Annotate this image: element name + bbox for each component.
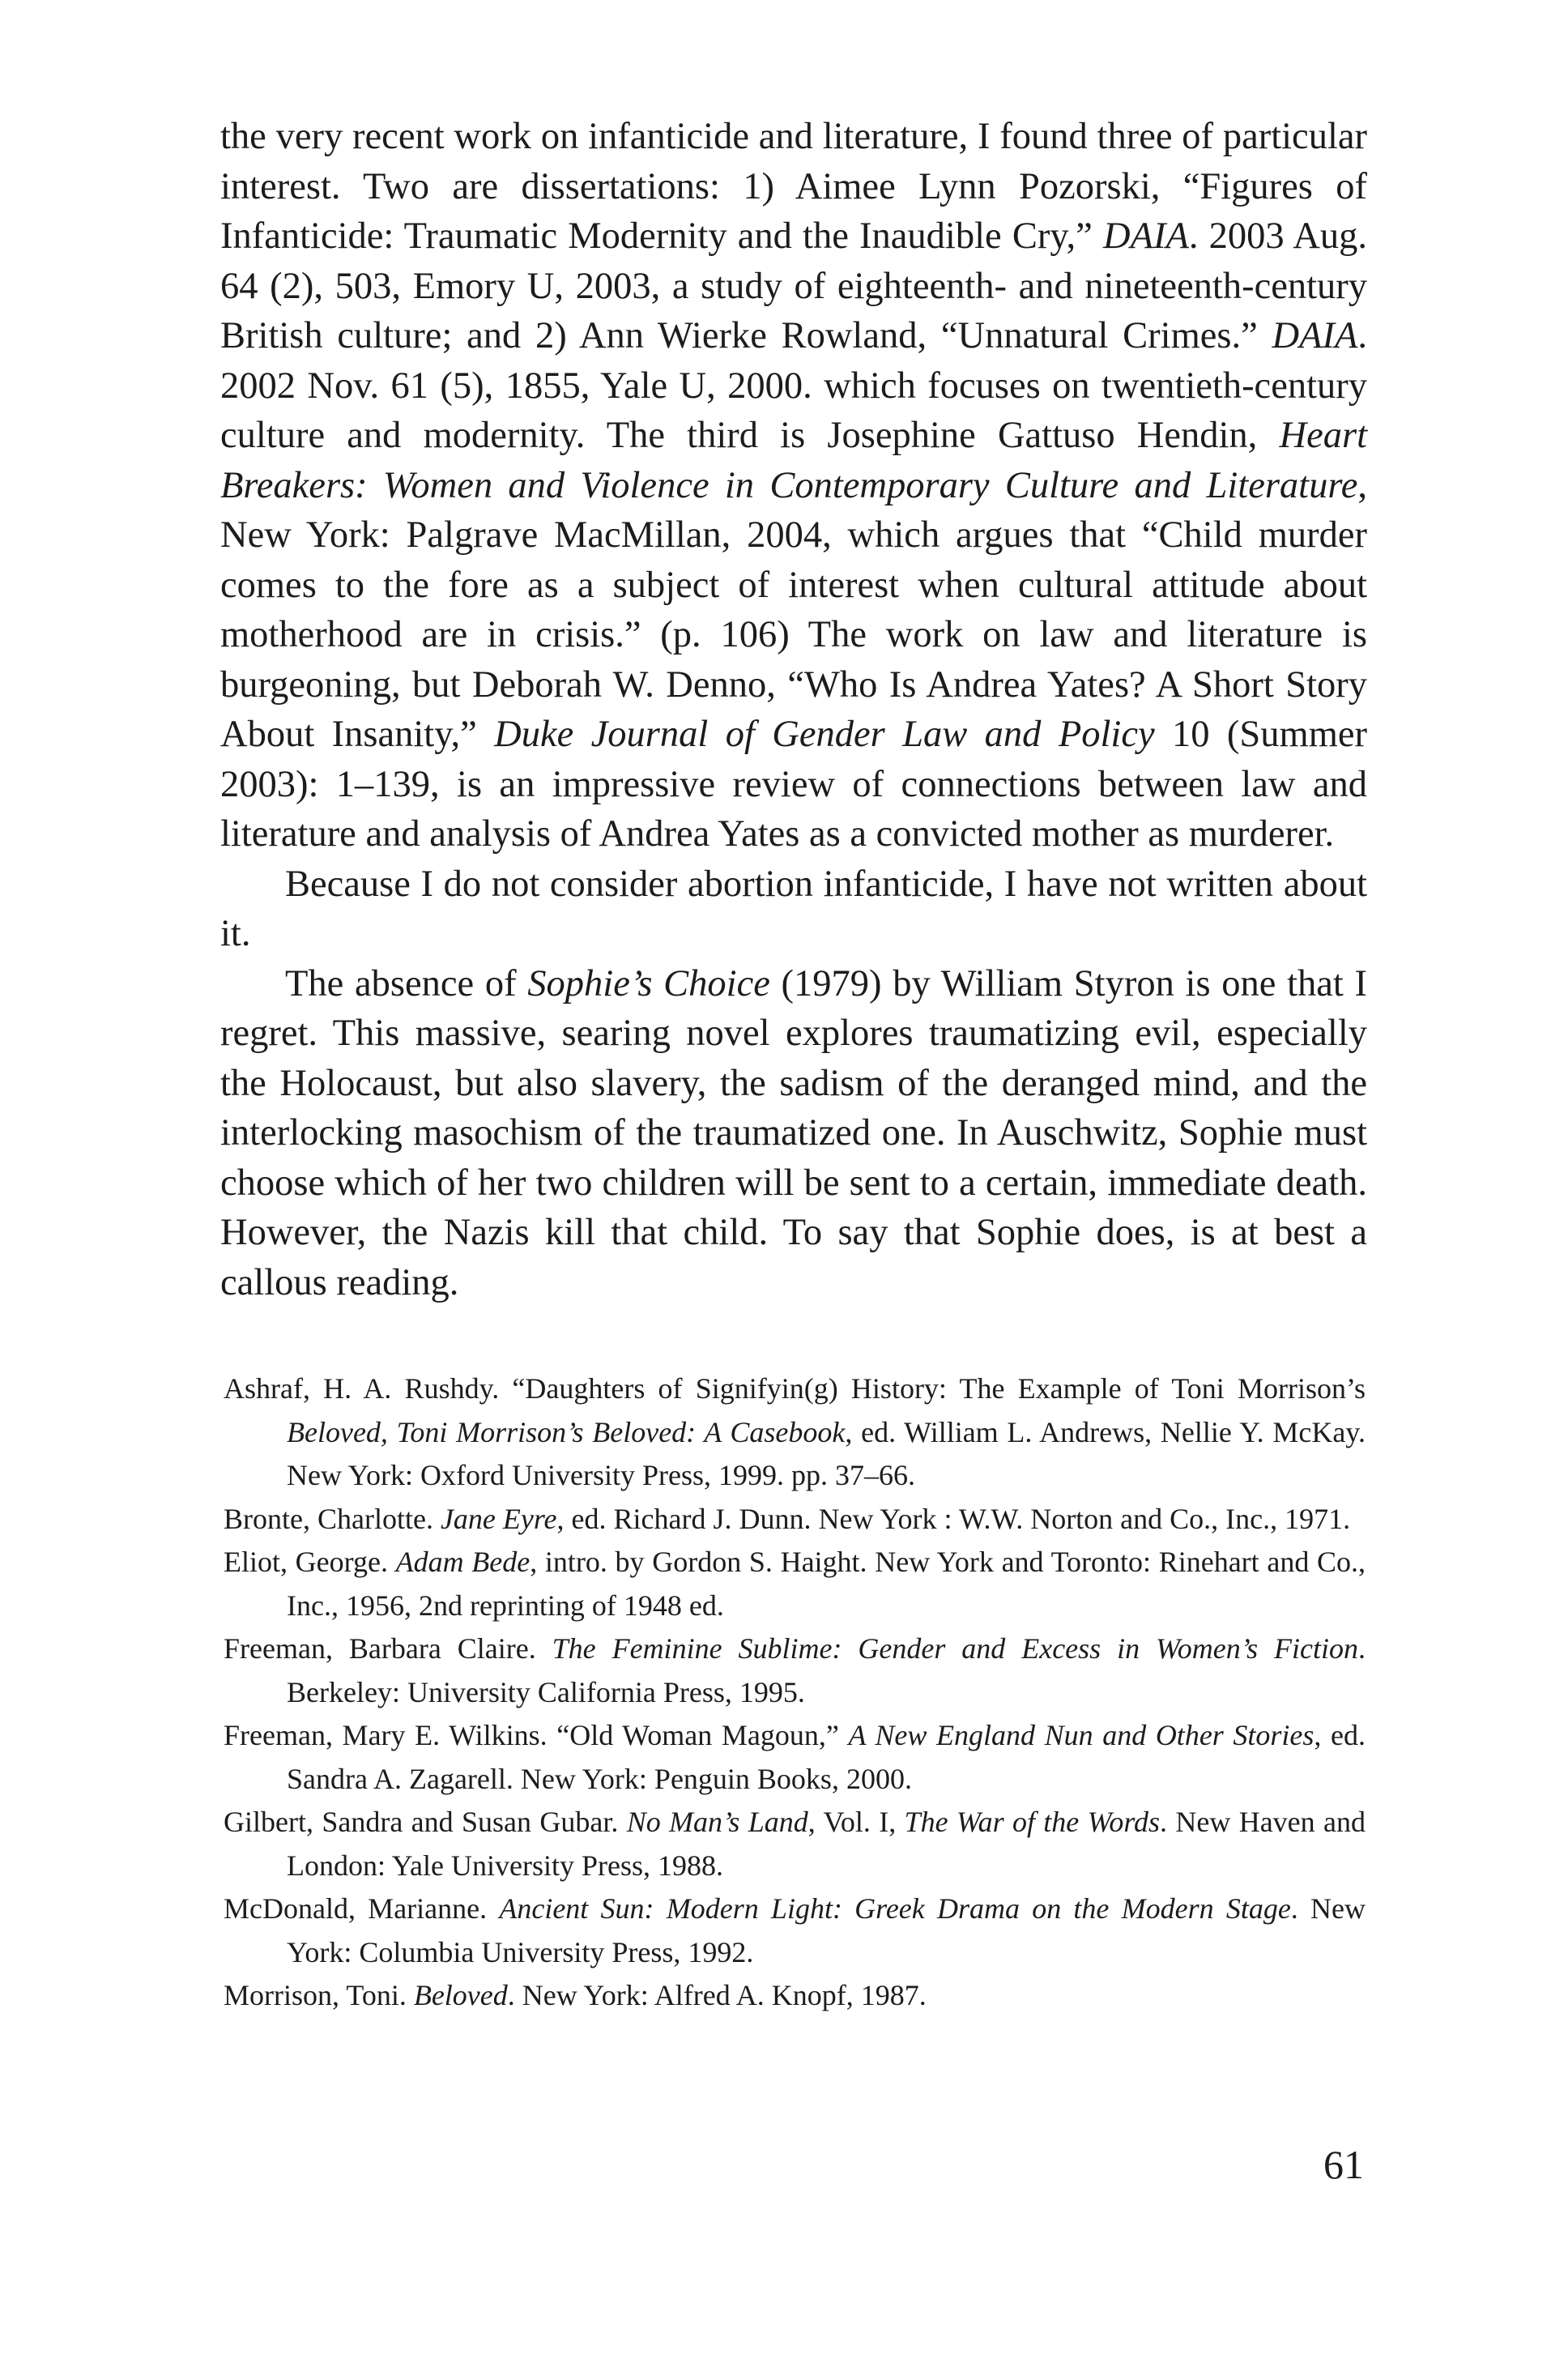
italic-title: Duke Journal of Gender Law and Policy: [494, 714, 1155, 755]
bibliography-entry: McDonald, Marianne. Ancient Sun: Modern Light: Greek Drama on the Modern Stage. New York: Columbia University Press, 1992.: [224, 1892, 1366, 1968]
page-number: 61: [1323, 2142, 1364, 2187]
paragraph-infanticide-literature: [220, 112, 1367, 859]
text-run: The absence of: [285, 962, 528, 1004]
bibliography-entry: Bronte, Charlotte. Jane Eyre, ed. Richard J. Dunn. New York : W.W. Norton and Co., Inc., 1971.: [224, 1502, 1351, 1535]
paragraph-sophies-choice: [220, 959, 1367, 1308]
body-text: [220, 112, 1367, 1307]
text-run: . 2002 Nov. 61 (5), 1855, Yale U, 2000. which focuses on twentieth-century culture and modernity. The third is Josephine Gattuso Hendin,: [220, 315, 1367, 456]
bibliography-entry: Freeman, Mary E. Wilkins. “Old Woman Magoun,” A New England Nun and Other Stories, ed. Sandra A. Zagarell. New York: Penguin Books, 2000.: [224, 1719, 1366, 1795]
italic-title: Sophie’s Choice: [527, 962, 770, 1004]
bibliography: [224, 1367, 1366, 2018]
italic-title: Heart Breakers: Women and Violence in Contemporary Culture and Literature: [220, 415, 1367, 506]
bibliography-entry: Morrison, Toni. Beloved. New York: Alfred A. Knopf, 1987.: [224, 1979, 927, 2011]
bibliography-entry: Ashraf, H. A. Rushdy. “Daughters of Signifyin(g) History: The Example of Toni Morrison’s Beloved, Toni Morrison’s Beloved: A Casebook, ed. William L. Andrews, Nellie Y. McKay. New York: Oxford University Press, 1999. pp. 37–66.: [224, 1372, 1366, 1491]
bibliography-entry: Gilbert, Sandra and Susan Gubar. No Man’s Land, Vol. I, The War of the Words. New Haven and London: Yale University Press, 1988.: [224, 1806, 1366, 1882]
text-run: . 2003 Aug. 64 (2), 503, Emory U, 2003, a study of eighteenth- and nineteenth-century British culture; and 2) Ann Wierke Rowland, “Unnatural Crimes.”: [220, 215, 1367, 356]
text-run: (1979) by William Styron is one that I regret. This massive, searing novel explores traumatizing evil, especially the Holocaust, but also slavery, the sadism of the deranged mind, and the interlocking masochism of the traumatized one. In Auschwitz, Sophie must choose which of her two children will be sent to a certain, immediate death. However, the Nazis kill that child. To say that Sophie does, is at best a callous reading.: [220, 962, 1367, 1303]
text-run: 10 (Summer 2003): 1–139, is an impressive review of connections between law and literature and analysis of Andrea Yates as a convicted mother as murderer.: [220, 714, 1367, 855]
text-run: the very recent work on infanticide and literature, I found three of particular interest. Two are dissertations: 1) Aimee Lynn Pozorski, “Figures of Infanticide: Traumatic Modernity and the Inaudible Cry,”: [220, 116, 1367, 257]
bibliography-entry: Freeman, Barbara Claire. The Feminine Sublime: Gender and Excess in Women’s Fiction. Berkeley: University California Press, 1995.: [224, 1632, 1366, 1708]
italic-title: DAIA: [1103, 215, 1189, 257]
text-run: , New York: Palgrave MacMillan, 2004, which argues that “Child murder comes to the fore as a subject of interest when cultural attitude about motherhood are in crisis.” (p. 106) The work on law and literature is burgeoning, but Deborah W. Denno, “Who Is Andrea Yates? A Short Story About Insanity,”: [220, 464, 1367, 755]
bibliography-entry: Eliot, George. Adam Bede, intro. by Gordon S. Haight. New York and Toronto: Rinehart and Co., Inc., 1956, 2nd reprinting of 1948 ed.: [224, 1546, 1366, 1622]
italic-title: DAIA: [1272, 315, 1358, 356]
paragraph-abortion: Because I do not consider abortion infanticide, I have not written about it.: [220, 863, 1367, 954]
